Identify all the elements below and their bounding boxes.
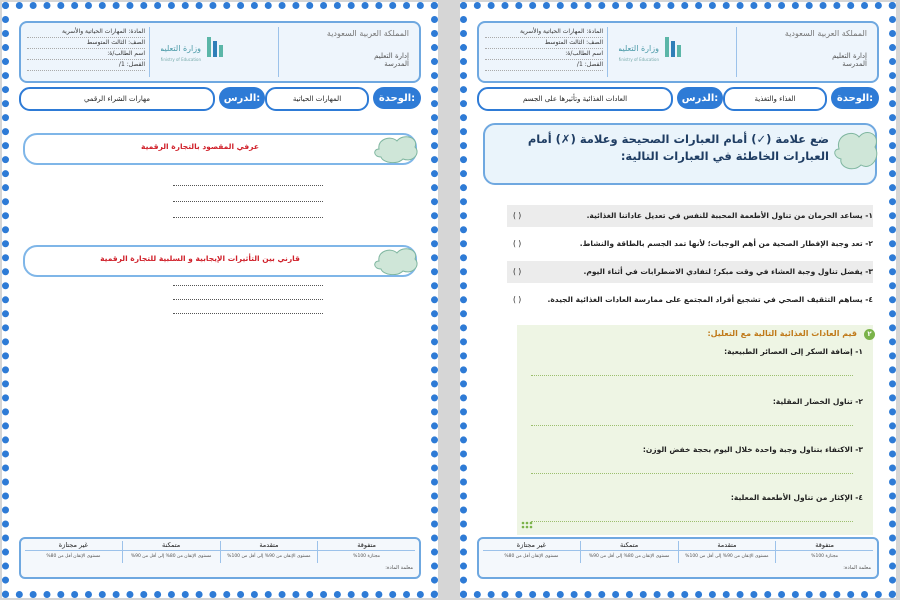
student-info [27, 27, 145, 71]
answer-parens[interactable]: ( ) [513, 239, 522, 248]
worksheet-page-right [460, 2, 896, 598]
answer-line[interactable] [531, 473, 853, 474]
instruction-box [483, 123, 877, 185]
question-2-text: قارني بين التأثيرات الإيجابية و السلبية للتجارة الرقمية [100, 254, 300, 263]
level-criteria: مستوى الإتقان من 80% إلى أقل من 90% [130, 554, 212, 559]
class-label: الصف: [128, 39, 145, 46]
answer-parens[interactable]: ( ) [513, 211, 522, 220]
subject-label: المادة: [128, 28, 145, 35]
statement-text: ٤- يساهم التثقيف الصحي في تشجيع أفراد المجتمع على ممارسة العادات الغذائية الجيدة. [547, 295, 873, 304]
evaluation-title: قيم العادات الغذائية التالية مع التعليل: [707, 329, 857, 338]
subject-value: المهارات الحياتية والأسرية [519, 28, 585, 35]
unit-bar [19, 87, 421, 109]
kingdom-block [747, 29, 867, 68]
ministry-logo-icon [161, 33, 231, 67]
section-value: 1/ [118, 61, 125, 68]
evaluation-item: ٢- تناول الخضار المقلية: [772, 397, 863, 406]
subject-value: المهارات الحياتية والأسرية [61, 28, 127, 35]
level-label: متفوقة [318, 541, 415, 551]
statement-text: ٣- يفضل تناول وجبة العشاء في وقت مبكر؛ لتفادي الاضطرابات في أثناء اليوم. [583, 267, 873, 276]
answer-line[interactable] [173, 217, 323, 218]
question-bar-1 [23, 133, 417, 165]
kingdom-name: المملكة العربية السعودية [326, 29, 409, 38]
level-criteria: مستوى الإتقان من 80% إلى أقل من 90% [588, 554, 670, 559]
ministry-logo-icon [619, 33, 689, 67]
level-criteria: مجتازة 100% [353, 554, 381, 559]
statement-row [507, 289, 873, 311]
ministry-brand: وزارة التعليم [161, 44, 201, 53]
ministry-brand: وزارة التعليم [619, 44, 659, 53]
statement-row [507, 205, 873, 227]
level-label: غير مجتازة [483, 541, 580, 551]
evaluation-item: ٤- الإكثار من تناول الأطعمة المعلبة: [730, 493, 863, 502]
lesson-value: مهارات الشراء الرقمي [19, 87, 215, 111]
lesson-tag: الدرس: [219, 87, 265, 109]
answer-line[interactable] [531, 425, 853, 426]
school-label: المدرسة [842, 60, 867, 68]
question-number-badge: ٢ [864, 329, 875, 340]
lesson-tag: الدرس: [677, 87, 723, 109]
student-label: اسم الطالب/ة: [107, 50, 145, 57]
answer-line[interactable] [531, 375, 853, 376]
student-info [485, 27, 603, 71]
kingdom-block [289, 29, 409, 68]
instruction-text: ضع علامة (✓) أمام العبارات الصحيحة وعلامة (✗) أمام العبارات الخاطئة في العبارات التالية: [527, 132, 829, 163]
student-label: اسم الطالب/ة: [565, 50, 603, 57]
level-label: متقدمة [679, 541, 776, 551]
section-value: 1/ [576, 61, 583, 68]
admin-label: إدارة التعليم [374, 52, 409, 60]
unit-value: المهارات الحياتية [265, 87, 369, 111]
class-value: الثالث المتوسط [86, 39, 127, 46]
admin-label: إدارة التعليم [832, 52, 867, 60]
answer-line[interactable] [173, 201, 323, 202]
unit-tag: الوحدة: [373, 87, 421, 109]
question-bar-2 [23, 245, 417, 277]
level-label: متمكنة [123, 541, 220, 551]
statement-row [507, 261, 873, 283]
cloud-icon [833, 127, 879, 171]
lesson-value: العادات الغذائية وتأثيرها على الجسم [477, 87, 673, 111]
level-criteria: مستوى الإتقان من 90% إلى أقل من 100% [685, 554, 769, 559]
ministry-en: Ministry of Education [619, 57, 659, 62]
statement-text: ٢- تعد وجبة الإفطار الصحية من أهم الوجبات؛ لأنها تمد الجسم بالطاقة والنشاط. [579, 239, 873, 248]
answer-line[interactable] [173, 185, 323, 186]
ministry-en: Ministry of Education [161, 57, 201, 62]
dots-decoration-icon [521, 521, 535, 531]
unit-bar [477, 87, 879, 109]
level-criteria: مستوى الإتقان أقل من 80% [504, 554, 559, 559]
header-box [19, 21, 421, 83]
evaluation-footer [477, 537, 879, 579]
worksheet-page-left [2, 2, 438, 598]
level-label: متفوقة [776, 541, 873, 551]
section-label: الفصل: [126, 61, 145, 68]
teacher-signature: معلمة المادة: [843, 565, 871, 571]
answer-line[interactable] [173, 285, 323, 286]
cloud-icon [373, 133, 421, 163]
question-1-text: عرفي المقصود بالتجارة الرقمية [141, 142, 259, 151]
answer-line[interactable] [173, 313, 323, 314]
level-label: متقدمة [221, 541, 318, 551]
unit-tag: الوحدة: [831, 87, 879, 109]
level-criteria: مجتازة 100% [811, 554, 839, 559]
level-criteria: مستوى الإتقان أقل من 80% [46, 554, 101, 559]
level-label: غير مجتازة [25, 541, 122, 551]
evaluation-item: ١- إضافة السكر إلى العصائر الطبيعية: [724, 347, 863, 356]
level-label: متمكنة [581, 541, 678, 551]
evaluation-footer [19, 537, 421, 579]
answer-line[interactable] [531, 521, 853, 522]
class-value: الثالث المتوسط [544, 39, 585, 46]
answer-parens[interactable]: ( ) [513, 295, 522, 304]
level-criteria: مستوى الإتقان من 90% إلى أقل من 100% [227, 554, 311, 559]
statement-row [507, 233, 873, 255]
cloud-icon [373, 245, 421, 275]
subject-label: المادة: [586, 28, 603, 35]
header-box [477, 21, 879, 83]
statement-text: ١- يساعد الحرمان من تناول الأطعمة المحببة للنفس في تعديل عاداتنا الغذائية. [586, 211, 873, 220]
answer-parens[interactable]: ( ) [513, 267, 522, 276]
class-label: الصف: [586, 39, 603, 46]
unit-value: الغذاء والتغذية [723, 87, 827, 111]
school-label: المدرسة [384, 60, 409, 68]
answer-line[interactable] [173, 299, 323, 300]
evaluation-panel [517, 325, 873, 535]
kingdom-name: المملكة العربية السعودية [784, 29, 867, 38]
teacher-signature: معلمة المادة: [385, 565, 413, 571]
section-label: الفصل: [584, 61, 603, 68]
evaluation-item: ٣- الاكتفاء بتناول وجبة واحدة خلال اليوم بحجة خفض الوزن: [642, 445, 863, 454]
